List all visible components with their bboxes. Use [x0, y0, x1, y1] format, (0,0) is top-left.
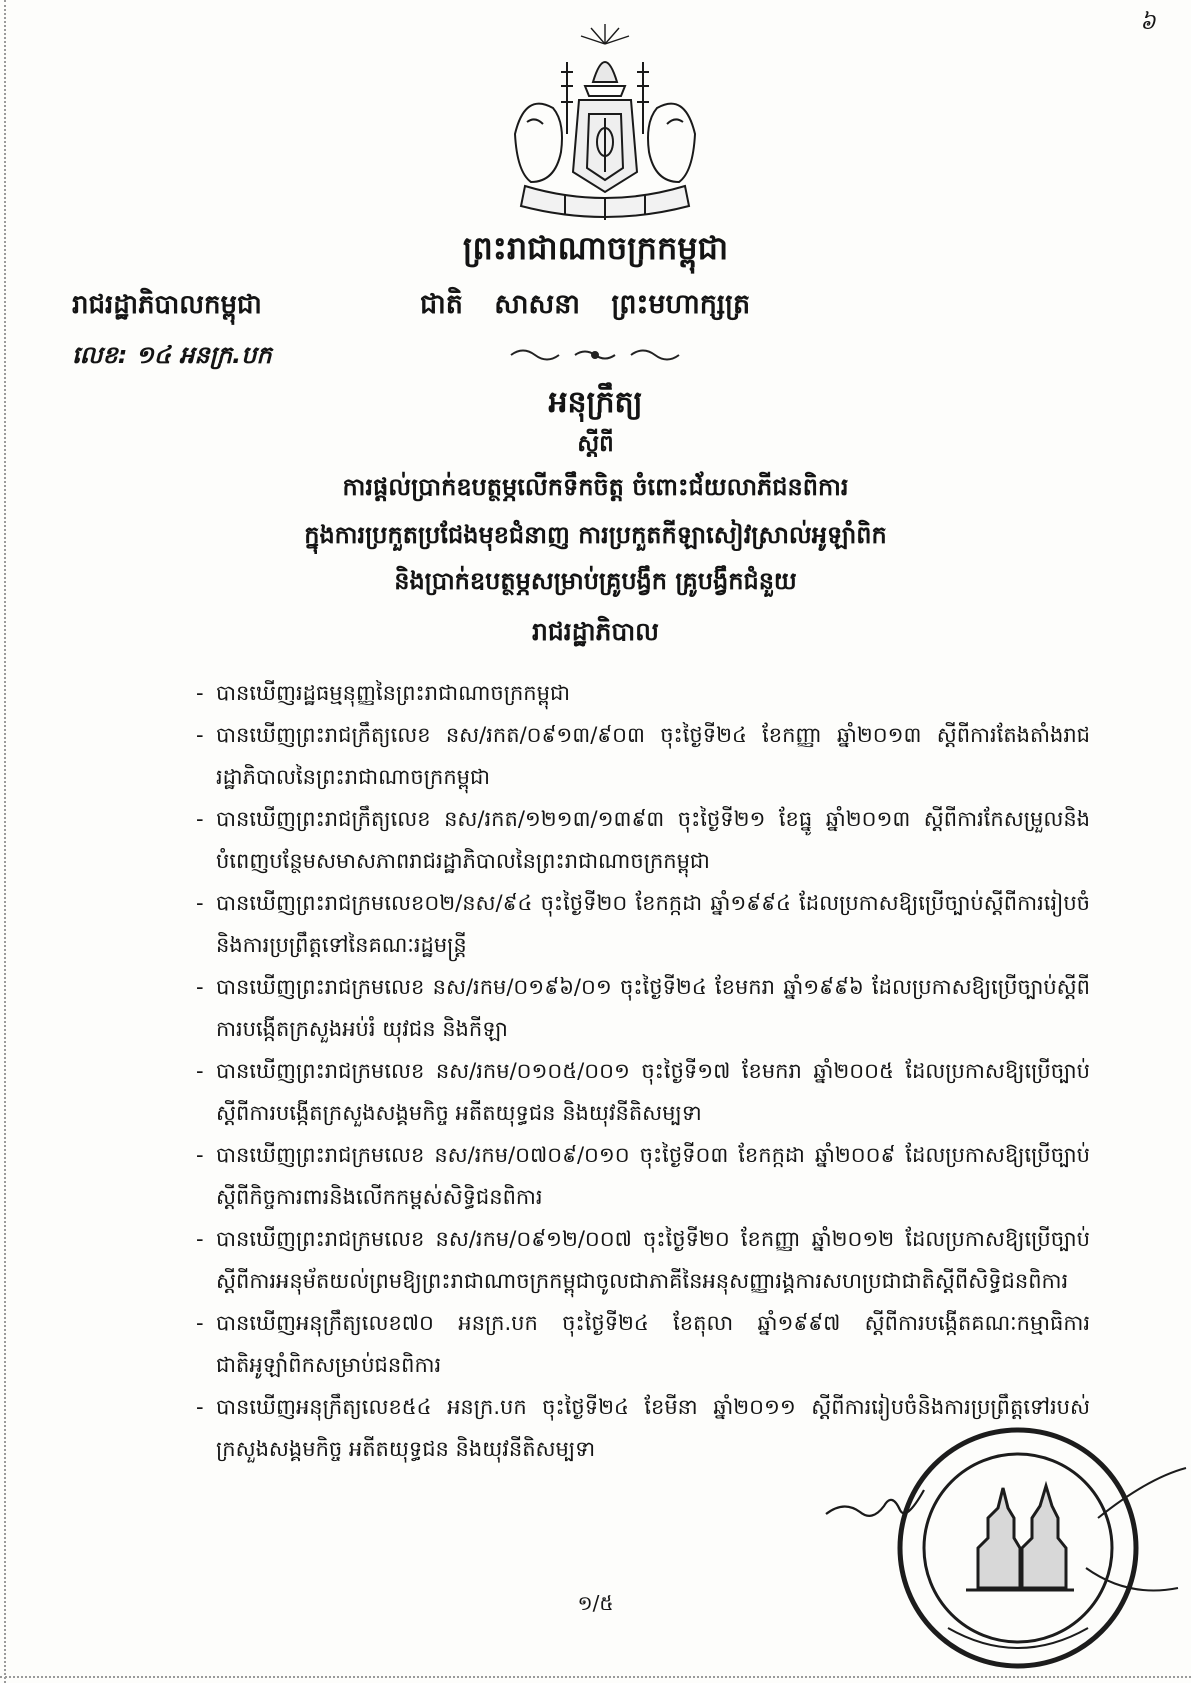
title-line-1: ការផ្តល់ប្រាក់ឧបត្ថម្ភលើកទឹកចិត្ត ចំពោះជ័យលាភីជនពិការ — [342, 473, 849, 501]
recital-item: - បានឃើញព្រះរាជក្រមលេខ នស/រកម/០៧០៩/០១០ ចុះថ្ងៃទី០៣ ខែកក្កដា ឆ្នាំ២០០៩ ដែលប្រកាសឱ្យប្រើច្បាប់ស្តីពីកិច្ចការពារនិងលើកកម្ពស់សិទ្ធិជនពិការ — [190, 1134, 1090, 1218]
recital-item: - បានឃើញអនុក្រឹត្យលេខ៥៤ អនក្រ.បក ចុះថ្ងៃទី២៤ ខែមីនា ឆ្នាំ២០១១ ស្តីពីការរៀបចំនិងការប្រព្រឹត្តទៅរបស់ក្រសួងសង្គមកិច្ច អតីតយុទ្ធជន និងយុវនីតិសម្បទា — [190, 1386, 1090, 1470]
recital-item: - បានឃើញព្រះរាជក្រឹត្យលេខ នស/រកត/១២១៣/១៣៩៣ ចុះថ្ងៃទី២១ ខែធ្នូ ឆ្នាំ២០១៣ ស្តីពីការកែសម្រួលនិងបំពេញបន្ថែមសមាសភាពរាជរដ្ឋាភិបាលនៃព្រះរាជាណាចក្រកម្ពុជា — [190, 798, 1090, 882]
government-name: រាជរដ្ឋាភិបាលកម្ពុជា — [72, 290, 262, 320]
title-line-3: និងប្រាក់ឧបត្ថម្ភសម្រាប់គ្រូបង្វឹក គ្រូបង្វឹកជំនួយ — [394, 567, 797, 595]
subject-label: ស្តីពី — [577, 431, 614, 457]
recital-item: - បានឃើញអនុក្រឹត្យលេខ៧០ អនក្រ.បក ចុះថ្ងៃទី២៤ ខែតុលា ឆ្នាំ១៩៩៧ ស្តីពីការបង្កើតគណៈកម្មាធិការជាតិអូឡាំពិកសម្រាប់ជនពិការ — [190, 1302, 1090, 1386]
recital-item: - បានឃើញព្រះរាជក្រមលេខ នស/រកម/០៩១២/០០៧ ចុះថ្ងៃទី២០ ខែកញ្ញា ឆ្នាំ២០១២ ដែលប្រកាសឱ្យប្រើច្បាប់ស្តីពីការអនុម័តយល់ព្រមឱ្យព្រះរាជាណាចក្រកម្ពុជាចូលជាភាគីនៃអនុសញ្ញារង្គការសហប្រជាជាតិស្តីពីសិទ្ធិជនពិការ — [190, 1218, 1090, 1302]
page-number: ១/៥ — [577, 1591, 614, 1615]
page-mark: ៦ — [1140, 10, 1156, 35]
national-motto: ជាតិ សាសនា ព្រះមហាក្សត្រ — [420, 289, 751, 320]
signature-icon — [820, 1470, 930, 1530]
ornament-divider-icon — [505, 346, 685, 364]
issuing-authority: រាជរដ្ឋាភិបាល — [532, 617, 659, 646]
official-seal-icon — [888, 1398, 1188, 1678]
recital-item: - បានឃើញព្រះរាជក្រមលេខ នស/រកម/០១៩៦/០១ ចុះថ្ងៃទី២៤ ខែមករា ឆ្នាំ១៩៩៦ ដែលប្រកាសឱ្យប្រើច្បាប់ស្តីពីការបង្កើតក្រសួងអប់រំ យុវជន និងកីឡា — [190, 966, 1090, 1050]
recital-item: - បានឃើញព្រះរាជក្រមលេខ០២/នស/៩៤ ចុះថ្ងៃទី២០ ខែកក្កដា ឆ្នាំ១៩៩៤ ដែលប្រកាសឱ្យប្រើច្បាប់ស្តីពីការរៀបចំនិងការប្រព្រឹត្តទៅនៃគណៈរដ្ឋមន្ត្រី — [190, 882, 1090, 966]
recitals-list — [190, 672, 1090, 1470]
title-line-2: ក្នុងការប្រកួតប្រជែងមុខជំនាញ ការប្រកួតកីឡាសៀវស្រាល់អូឡាំពិក — [304, 521, 887, 549]
royal-emblem-icon — [505, 22, 705, 232]
kingdom-heading: ព្រះរាជាណាចក្រកម្ពុជា — [462, 229, 729, 267]
recital-item: - បានឃើញព្រះរាជក្រមលេខ នស/រកម/០១០៥/០០១ ចុះថ្ងៃទី១៧ ខែមករា ឆ្នាំ២០០៥ ដែលប្រកាសឱ្យប្រើច្បាប់ស្តីពីការបង្កើតក្រសួងសង្គមកិច្ច អតីតយុទ្ធជន និងយុវនីតិសម្បទា — [190, 1050, 1090, 1134]
document-number: លេខ: ១៤ អនក្រ.បក — [72, 341, 272, 369]
document-type: អនុក្រឹត្យ — [548, 385, 643, 420]
recital-item: - បានឃើញព្រះរាជក្រឹត្យលេខ នស/រកត/០៩១៣/៩០៣ ចុះថ្ងៃទី២៤ ខែកញ្ញា ឆ្នាំ២០១៣ ស្តីពីការតែងតាំងរាជរដ្ឋាភិបាលនៃព្រះរាជាណាចក្រកម្ពុជា — [190, 714, 1090, 798]
recital-item: - បានឃើញរដ្ឋធម្មនុញ្ញនៃព្រះរាជាណាចក្រកម្ពុជា — [190, 672, 1090, 714]
